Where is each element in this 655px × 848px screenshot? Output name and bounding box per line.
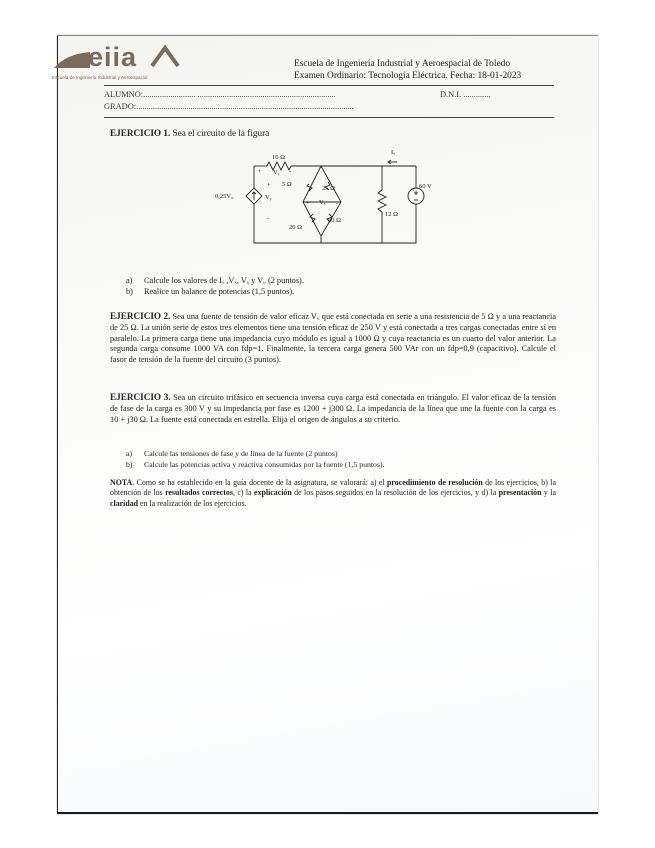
nota-bold-1: procedimiento de resolución [387, 478, 483, 487]
school-header [294, 58, 544, 82]
ex2-block [110, 311, 556, 366]
school-name: Escuela de Ingeniería Industrial y Aeroespacial de Toledo [294, 59, 511, 69]
ex3-questions [126, 449, 546, 471]
ex3-title: EJERCICIO 3. [110, 392, 171, 402]
nota-label: NOTA [110, 478, 133, 487]
nota-bold-5: claridad [110, 498, 139, 508]
logo-wing-icon [52, 48, 92, 70]
nota-text-5: y la [541, 488, 556, 498]
minus-dep: - [267, 215, 270, 222]
ex3-item-b [126, 460, 546, 471]
v-source-label: 60 V [419, 183, 432, 190]
ex3-item-a-text: Calcule las tensiones de fase y de línea de la fuente (2 puntos) [144, 449, 338, 458]
ex1-item-b-marker: b) [126, 286, 133, 296]
logo-subtitle: Escuela de Ingeniería Industrial y Aeroespacial [52, 75, 148, 80]
circuit-diagram [215, 140, 432, 250]
grado-field [104, 102, 354, 111]
nota-text-3: , c) la [232, 488, 255, 498]
grado-dots: ........................................................................................................ [136, 102, 354, 111]
minus-top: - [289, 168, 292, 175]
ex3-item-b-text: Calcule las potencias activa y reactiva consumidas por la fuente (1,5 puntos). [144, 459, 385, 469]
ex3-item-b-marker: b) [126, 459, 133, 469]
ix-label: Iₓ [391, 149, 396, 156]
nota-bold-4: presentación [498, 488, 542, 498]
nota-text-6: en la realización de los ejercicios. [138, 498, 247, 508]
ex3-item-a-marker: a) [126, 449, 133, 458]
ex1-item-a [126, 276, 546, 287]
exam-info: Examen Ordinario: Tecnología Eléctrica. Fecha: 18-01-2023 [294, 71, 522, 81]
logo-wordmark: eiia [88, 42, 138, 72]
plus-top: + [258, 168, 262, 175]
dep-source-label: 0,25Vᵤ [215, 193, 234, 200]
ex1-title: EJERCICIO 1. [110, 128, 171, 138]
r5-label: 5 Ω [282, 181, 292, 188]
vx-label: Vₓ [319, 199, 326, 206]
nota-text-2: de los ejercicios, b) la obtención de los [110, 478, 556, 498]
dni-field [440, 90, 490, 99]
ex1-item-a-marker: a) [126, 276, 133, 285]
logo-roof-icon [150, 46, 180, 68]
dni-dots: ............. [463, 90, 491, 99]
ex3-item-a [126, 449, 546, 460]
grado-label: GRADO: [104, 102, 137, 111]
r25-label: 25 Ω [322, 185, 335, 192]
plus-src: + [412, 187, 416, 194]
minus-vx: - [336, 200, 339, 207]
ex2-text: Sea una fuente de tensión de valor eficaz Vᵤ que está conectada en serie a una resistencia de 5 Ω y a una reactancia de 25 Ω. La unión serie de estos tres elementos tiene una tensión eficaz de 250 V y está conectada a tres cargas conectadas entre sí en paralelo. La primera carga tiene una impedancia cuyo módulo es igual a 1000 Ω y cuya reactancia es un cuarto del valor anterior. La segunda carga consume 1000 VA con fdp=1. Finalmente, la tercera carga genera 500 VAr con un fdp=0,9 (capacitivo). Calcule el fasor de tensión de la fuente del circuito (3 puntos). [110, 312, 557, 365]
ex1-intro: Sea el circuito de la figura [172, 128, 270, 138]
nota-block [110, 478, 556, 509]
dni-label: D.N.I. [440, 90, 462, 99]
alumno-label: ALUMNO: [104, 90, 144, 99]
ex1-questions [126, 276, 546, 298]
header-rule [104, 85, 554, 86]
school-logo [52, 42, 182, 86]
ex1-heading [110, 128, 269, 138]
plus-vx: + [306, 200, 310, 207]
vy-label: Vᵧ [273, 169, 280, 176]
vu-label: Vᵧ [265, 194, 272, 201]
ex3-block [110, 392, 556, 425]
plus-dep: + [267, 182, 271, 189]
fields-rule [104, 117, 554, 118]
ex3-text: Sea un circuito trifásico en secuencia inversa cuya carga está conectada en triángulo. El valor eficaz de la tensión de fase de la carga es 300 V y su impedancia por fase es 1200 + j300 Ω. La impedancia de la línea que une la fuente con la carga es 10 + j30 Ω. La fuente está conectada en estrella. Elija el origen de ángulos a su criterio. [110, 393, 556, 424]
nota-bold-2: resultados correctos [165, 488, 233, 498]
ex1-item-b [126, 287, 546, 298]
alumno-dots: ......................... .................................................................. [143, 90, 336, 99]
ex1-item-b-text: Realice un balance de potencias (1,5 puntos). [144, 286, 295, 296]
r-top-label: 10 Ω [272, 154, 285, 161]
nota-text-4: de los pasos seguidos en la resolución de los ejercicios, y d) la [291, 488, 499, 498]
ex2-title: EJERCICIO 2. [110, 311, 171, 321]
nota-bold-3: explicación [254, 488, 292, 498]
r12-label: 12 Ω [385, 211, 398, 218]
r50-label: 50 Ω [328, 217, 341, 224]
nota-text-1: . Como se ha establecido en la guía docente de la asignatura, se valorará: a) el [132, 478, 388, 487]
alumno-field [104, 90, 336, 99]
ex1-item-a-text: Calcule los valores de Iₓ ,Vₓ, Vᵧ y Vᵤ (2 puntos). [144, 276, 304, 285]
r20-label: 20 Ω [289, 224, 302, 231]
minus-src: - [412, 199, 415, 206]
